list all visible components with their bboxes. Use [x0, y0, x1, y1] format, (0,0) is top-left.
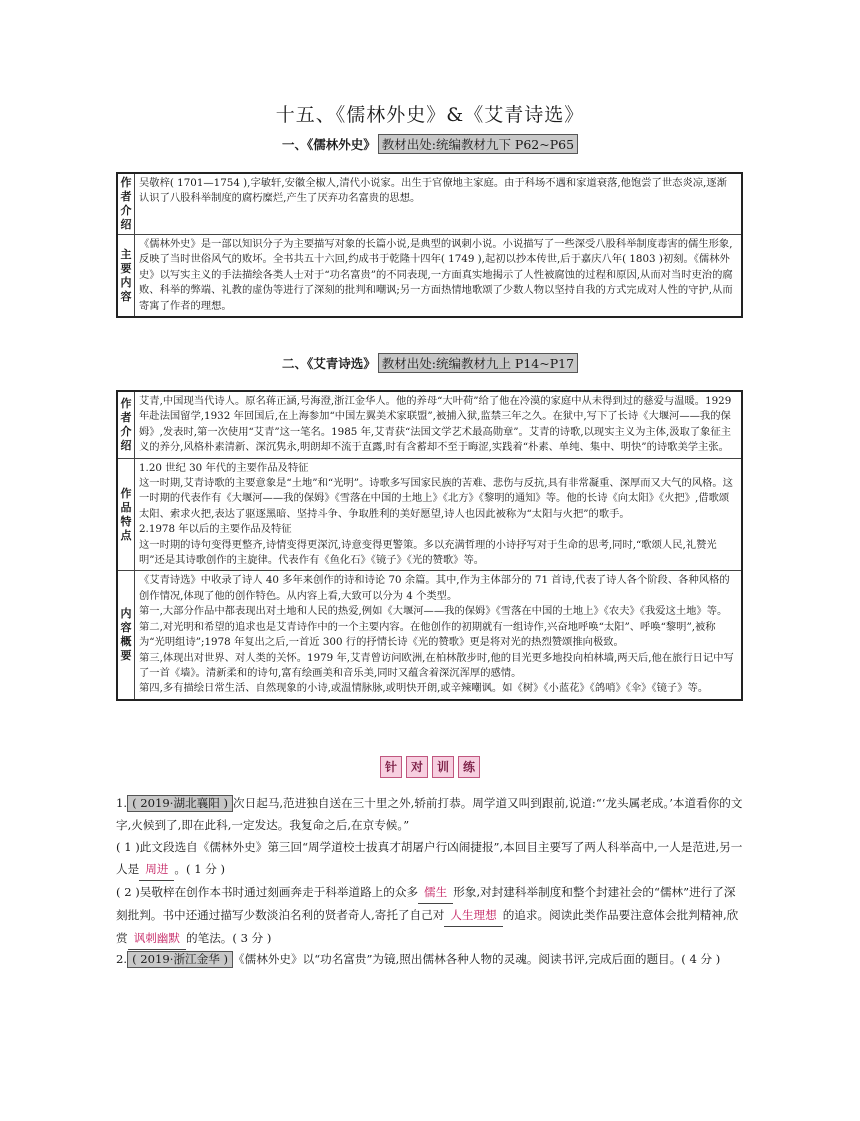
row-text: 吴敬梓( 1701—1754 ),字敏轩,安徽全椒人,清代小说家。出生于官僚地主家庭。由于科场不遇和家道衰落,他饱尝了世态炎凉,逐渐认识了八股科举制度的腐朽糜烂,产生了厌弃功名富贵的思想。 — [135, 173, 743, 235]
row-label: 作者介绍 — [117, 391, 135, 458]
table-row — [117, 458, 742, 571]
q1-sub2 — [116, 881, 746, 950]
table-row — [117, 235, 742, 318]
row-text: 1.20 世纪 30 年代的主要作品及特征 这一时期,艾青诗歌的主要意象是“土地”和“光明”。诗歌多写国家民族的苦难、悲伤与反抗,具有非常凝重、深厚而又大气的风格。这一时期的代表作有《大堰河——我的保姆》《雪落在中国的土地上》《北方》《黎明的通知》等。他的长诗《向太阳》《火把》,借歌颂太阳、索求火把,表达了驱逐黑暗、坚持斗争、争取胜利的美好愿望,诗人也因此被称为“太阳与火把”的歌手。 2.1978 年以后的主要作品及特征 这一时期的诗句变得更整齐,诗情变得更深沉,诗意变得更警策。多以充满哲理的小诗抒写对于生命的思考,同时,“歌颂人民,礼赞光明”还是其诗歌创作的主旋律。代表作有《鱼化石》《镜子》《光的赞歌》等。 — [135, 458, 743, 571]
question-2 — [116, 948, 746, 970]
q1-source-tag: ( 2019·湖北襄阳 ) — [127, 795, 233, 812]
q2-number: 2. — [116, 952, 128, 966]
row-text: 《艾青诗选》中收录了诗人 40 多年来创作的诗和诗论 70 余篇。其中,作为主体部分的 71 首诗,代表了诗人各个阶段、各种风格的创作情况,体现了他的创作特色。从内容上看,大致可以分为 4 个类型。 第一,大部分作品中都表现出对土地和人民的热爱,例如《大堰河——我的保姆》《雪落在中国的土地上》《农夫》《我爱这土地》等。 第二,对光明和希望的追求也是艾青诗作中的一个主要内容。在他创作的初期就有一组诗作,兴奋地呼唤“太阳”、呼唤“黎明”,被称为“光明组诗”;1978 年复出之后,一首近 300 行的抒情长诗《光的赞歌》更是将对光的热烈赞颂推向极致。 第三,体现出对世界、对人类的关怀。1979 年,艾青曾访问欧洲,在柏林散步时,他的目光更多地投向柏林墙,两天后,他在旅行日记中写了一首《墙》。清新柔和的诗句,富有绘画美和音乐美,同时又蕴含着深沉浑厚的感情。 第四,多有描绘日常生活、自然现象的小诗,或温情脉脉,或明快开朗,或辛辣嘲讽。如《树》《小蓝花》《鸽哨》《伞》《镜子》等。 — [135, 571, 743, 700]
q1-sub2-text: ( 2 )吴敬梓在创作本书时通过刻画奔走于科举道路上的众多 — [116, 885, 419, 899]
q1-passage-text: 次日起马,范进独自送在三十里之外,轿前打恭。周学道又叫到跟前,说道:“‘龙头属老成。’本道看你的文字,火候到了,即在此科,一定发达。我复命之后,在京专候。” — [116, 796, 743, 832]
row-label: 作者介绍 — [117, 173, 135, 235]
question-1 — [116, 792, 746, 950]
row-text: 《儒林外史》是一部以知识分子为主要描写对象的长篇小说,是典型的讽刺小说。小说描写了一些深受八股科举制度毒害的儒生形象,反映了当时世俗风气的败坏。全书共五十六回,约成书于乾隆十四年( 1749 ),起初以抄本传世,后于嘉庆八年( 1803 )初刻。《儒林外史》以写实主义的手法描绘各类人士对于“功名富贵”的不同表现,一方面真实地揭示了人性被腐蚀的过程和原因,从而对当时吏治的腐败、科举的弊端、礼教的虚伪等进行了深刻的批判和嘲讽;另一方面热情地歌颂了少数人物以坚持自我的方式完成对人性的守护,从而寄寓了作者的理想。 — [135, 235, 743, 318]
q1-sub2-text: 形象,对封建科举制度和整个封建社会的“儒林”进行了深刻批判。书中还通过描写少数淡泊名利的贤者奇人,寄托了自己对 — [116, 885, 736, 922]
q1-sub1-score: 。( 1 分 ) — [174, 862, 226, 876]
q2-text: 《儒林外史》以“功名富贵”为镜,照出儒林各种人物的灵魂。阅读书评,完成后面的题目。( 4 分 ) — [233, 952, 721, 966]
row-text: 艾青,中国现当代诗人。原名蒋正涵,号海澄,浙江金华人。他的养母“大叶荷”给了他在冷漠的家庭中从未得到过的慈爱与温暖。1929 年赴法国留学,1932 年回国后,在上海参加“中国左翼美术家联盟”,被捕入狱,监禁三年之久。在狱中,写下了长诗《大堰河——我的保姆》,发表时,第一次使用“艾青”这一笔名。1985 年,艾青获“法国文学艺术最高勋章”。艾青的诗歌,以现实主义为主体,汲取了象征主义的养分,风格朴素清新、深沉隽永,明朗却不流于直露,时有含蓄却不至于晦涩,实践着“朴素、单纯、集中、明快”的诗歌美学主张。 — [135, 391, 743, 458]
training-char: 训 — [432, 756, 454, 778]
row-label: 主要内容 — [117, 235, 135, 318]
section1-table — [116, 172, 743, 318]
q1-number: 1. — [116, 796, 128, 810]
answer-blank: 人生理想 — [444, 904, 502, 927]
section1-heading-text: 一、《儒林外史》 — [281, 137, 376, 152]
training-char: 针 — [380, 756, 402, 778]
q1-sub1 — [116, 836, 746, 881]
row-label: 作品特点 — [117, 458, 135, 571]
section2-source: 教材出处:统编教材九上 P14~P17 — [378, 353, 578, 373]
section2-heading-text: 二、《艾青诗选》 — [281, 356, 376, 371]
answer-blank: 儒生 — [418, 881, 453, 904]
answer-blank: 讽刺幽默 — [128, 927, 186, 950]
q1-passage — [116, 792, 746, 836]
table-row — [117, 391, 742, 458]
row-label: 内容概要 — [117, 571, 135, 700]
q1-sub1-text: ( 1 )此文段选自《儒林外史》第三回“周学道校士拔真才胡屠户行凶闹捷报”,本回目主要写了两人科举高中,一人是范进,另一人是 — [116, 840, 743, 876]
training-char: 练 — [458, 756, 480, 778]
section1-source: 教材出处:统编教材九下 P62~P65 — [378, 134, 578, 154]
table-row — [117, 571, 742, 700]
q1-sub2-score: 的笔法。( 3 分 ) — [186, 931, 272, 945]
page-title: 十五、《儒林外史》&《艾青诗选》 — [275, 104, 585, 126]
section2-heading — [0, 353, 860, 373]
training-banner — [0, 756, 860, 778]
training-char: 对 — [406, 756, 428, 778]
section1-heading — [0, 134, 860, 154]
q1-sub2-text: 的追求。阅读此类作品要注意体会批判精神,欣赏 — [116, 908, 739, 945]
table-row — [117, 173, 742, 235]
answer-blank: 周进 — [139, 858, 174, 881]
section2-table — [116, 390, 743, 701]
q2-source-tag: ( 2019·浙江金华 ) — [127, 951, 233, 968]
